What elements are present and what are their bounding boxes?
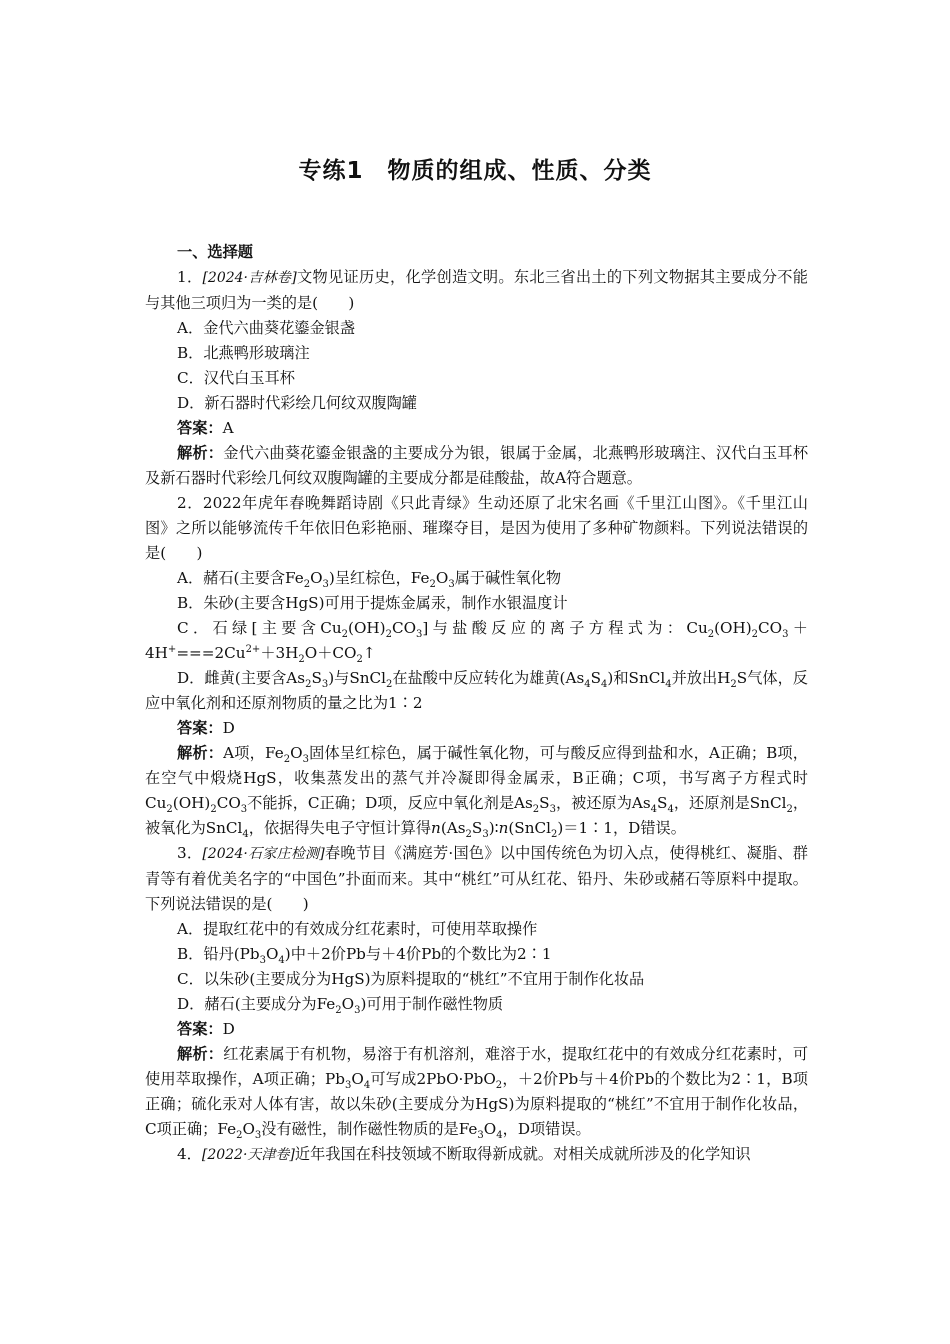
subscript: 3 — [321, 679, 329, 691]
subscript: 4 — [584, 679, 591, 691]
subscript: 3 — [345, 1080, 352, 1092]
question-1-option-d: D．新石器时代彩绘几何纹双腹陶罐 — [177, 394, 417, 412]
text-run: A．赭石(主要含Fe — [177, 569, 304, 587]
text-run: 文物见证历史，化学创造文明。东北三省出土的下列文物据其主要成分不能与其他三项归为一类的是( ) — [145, 268, 808, 312]
text-run: ，＋2价Pb与＋4价Pb的个数比为2∶1，B项正确；硫化汞对人体有害，故以朱砂(主要成分为HgS)为原料提取的“桃红”不宜用于制作化妆品，C项正确；Fe — [145, 1070, 808, 1138]
question-1-analysis — [145, 441, 808, 491]
text-run: O — [310, 569, 323, 587]
text-run: n — [498, 819, 509, 837]
text-run: 解析： — [177, 444, 224, 462]
question-2-option-a — [145, 566, 808, 591]
question-source: [2024·石家庄检测] — [202, 846, 325, 862]
question-1-option-b: B．北燕鸭形玻璃注 — [177, 344, 310, 362]
text-run: 解析： — [177, 1045, 224, 1063]
subscript: 3 — [549, 804, 556, 816]
text-run: A项，Fe — [223, 744, 284, 762]
text-run: S — [471, 819, 483, 837]
text-run: CO — [758, 619, 783, 637]
question-3-option-b — [145, 942, 808, 967]
subscript: 2 — [298, 654, 305, 666]
text-run: )＝1∶1，D错误。 — [557, 819, 686, 837]
text-run: 属于碱性氧化物 — [454, 569, 561, 587]
page-title: 专练1 物质的组成、性质、分类 — [298, 158, 652, 184]
subscript: 3 — [322, 579, 329, 591]
text-run: D — [222, 1020, 235, 1038]
text-run: 解析： — [177, 744, 224, 762]
text-run: S — [590, 669, 602, 687]
text-run: ，D项错误。 — [502, 1120, 591, 1138]
subscript: 3 — [254, 1130, 262, 1142]
subscript: 3 — [416, 629, 423, 641]
question-2-option-b: B．朱砂(主要含HgS)可用于提炼金属汞，制作水银温度计 — [177, 594, 568, 612]
text-run: 3． — [177, 844, 203, 862]
question-source: [2024·吉林卷] — [202, 270, 297, 286]
text-run: ===2Cu — [176, 644, 246, 662]
text-run: 答案： — [177, 419, 223, 437]
text-run: )可用于制作磁性物质 — [360, 995, 504, 1013]
question-3-option-a: A．提取红花中的有效成分红花素时，可使用萃取操作 — [177, 920, 538, 938]
text-run: 红花素属于有机物，易溶于有机溶剂，难溶于水，提取红花中的有效成分红花素时，可使用萃取操作，A项正确；Pb — [145, 1045, 809, 1088]
text-run: )呈红棕色，Fe — [328, 569, 430, 587]
text-run: O＋CO — [304, 644, 357, 662]
text-run: O — [351, 1070, 364, 1088]
subscript: 4 — [363, 1080, 371, 1092]
subscript: 4 — [601, 679, 608, 691]
text-run: (As — [440, 819, 466, 837]
subscript: 4 — [496, 1130, 503, 1142]
text-run: 4． — [177, 1145, 202, 1163]
question-1-option-c: C．汉代白玉耳杯 — [177, 369, 295, 387]
text-run: D — [222, 719, 235, 737]
section-heading: 一、选择题 — [177, 243, 253, 261]
text-run: 在盐酸中反应转化为雄黄(As — [392, 669, 585, 687]
text-run: D．赭石(主要成分为Fe — [177, 995, 336, 1013]
question-3-answer — [145, 1017, 808, 1042]
subscript: 2 — [356, 654, 363, 666]
document-body — [145, 240, 808, 1168]
subscript: 3 — [782, 629, 789, 641]
text-run: S — [539, 794, 550, 812]
question-3-option-c: C．以朱砂(主要成分为HgS)为原料提取的“桃红”不宜用于制作化妆品 — [177, 970, 645, 988]
text-run: ＋4H — [145, 619, 808, 662]
subscript: 2 — [495, 1080, 503, 1092]
text-run: 可写成2PbO·PbO — [370, 1070, 496, 1088]
text-run: 1． — [177, 268, 203, 286]
text-run: S — [311, 669, 322, 687]
subscript: 4 — [650, 804, 658, 816]
text-run: 不能拆，C正确；D项，反应中氧化剂是As — [247, 794, 533, 812]
text-run: O — [341, 995, 355, 1013]
text-run: (OH) — [714, 619, 752, 637]
subscript: 2 — [751, 629, 759, 641]
text-run: A — [222, 419, 234, 437]
text-run: )和SnCl — [607, 669, 666, 687]
question-3-analysis — [145, 1042, 808, 1142]
text-run: )中＋2价Pb与＋4价Pb的个数比为2∶1 — [284, 945, 552, 963]
question-3-option-d — [145, 992, 808, 1017]
subscript: 2 — [385, 629, 392, 641]
question-1-answer — [145, 416, 808, 441]
text-run: 近年我国在科技领域不断取得新成就。对相关成就所涉及的化学知识 — [294, 1145, 751, 1163]
text-run: 答案： — [177, 719, 223, 737]
subscript: 3 — [448, 579, 455, 591]
text-run: O — [483, 1120, 497, 1138]
subscript: 2 — [166, 804, 173, 816]
subscript: 2 — [386, 679, 393, 691]
text-run: )与SnCl — [328, 669, 387, 687]
text-run: ↑ — [362, 644, 376, 662]
text-run: O — [435, 569, 449, 587]
text-run: 答案： — [177, 1020, 223, 1038]
subscript: 2 — [341, 629, 349, 641]
subscript: 3 — [477, 1130, 484, 1142]
text-run: O — [290, 744, 303, 762]
subscript: 2 — [236, 1130, 243, 1142]
question-source: [2022·天津卷] — [201, 1147, 295, 1163]
text-run: 没有磁性，制作磁性物质的是Fe — [261, 1120, 478, 1138]
subscript: 3 — [259, 955, 266, 967]
subscript: 2 — [335, 1005, 342, 1017]
question-2-option-d — [145, 666, 808, 716]
text-run: 金代六曲葵花鎏金银盏的主要成分为银，银属于金属，北燕鸭形玻璃注、汉代白玉耳杯及新石器时代彩绘几何纹双腹陶罐的主要成分都是硅酸盐，故A符合题意。 — [145, 444, 809, 487]
subscript: 4 — [667, 804, 674, 816]
text-run: 并放出H — [671, 669, 731, 687]
subscript: 4 — [665, 679, 672, 691]
subscript: 3 — [354, 1005, 361, 1017]
text-run: ，被还原为As — [555, 794, 651, 812]
subscript: 2 — [786, 804, 793, 816]
subscript: 2 — [532, 804, 540, 816]
subscript: 3 — [240, 804, 248, 816]
text-run: ，被氧化为SnCl — [145, 794, 809, 837]
subscript: 3 — [302, 754, 309, 766]
question-2-stem: 2．2022年虎年春晚舞蹈诗剧《只此青绿》生动还原了北宋名画《千里江山图》。《千里江山图》之所以能够流传千年依旧色彩艳丽、璀璨夺目，是因为使用了多种矿物颜料。下列说法错误的是( ) — [145, 494, 808, 562]
question-3-stem — [145, 841, 808, 917]
text-run: S气体，反应中氧化剂和还原剂物质的量之比为1∶2 — [145, 669, 808, 712]
text-run: O — [265, 945, 279, 963]
subscript: 2 — [429, 579, 436, 591]
text-run: ＋3H — [260, 644, 299, 662]
question-2-option-c — [145, 616, 808, 666]
subscript: 2 — [210, 804, 217, 816]
subscript: 2 — [303, 579, 311, 591]
text-run: (SnCl — [508, 819, 551, 837]
subscript: 4 — [278, 955, 285, 967]
subscript: 2 — [305, 679, 312, 691]
text-run: D．雌黄(主要含As — [177, 669, 306, 687]
question-1-stem — [145, 265, 808, 316]
text-run: 固体呈红棕色，属于碱性氧化物，可与酸反应得到盐和水，A正确；B项，在空气中煅烧HgS，收集蒸发出的蒸气并冷凝即得金属汞，B正确；C项，书写离子方程式时Cu — [145, 744, 808, 812]
subscript: 2 — [550, 829, 558, 841]
text-run: 春晚节目《满庭芳·国色》以中国传统色为切入点，使得桃红、凝脂、群青等有着优美名字的“中国色”扑面而来。其中“桃红”可从红花、铅丹、朱砂或赭石等原料中提取。下列说法错误的是( ) — [145, 844, 808, 913]
text-run: C．石绿[主要含Cu — [177, 619, 342, 637]
text-run: (OH) — [172, 794, 211, 812]
text-run: B．铅丹(Pb — [177, 945, 260, 963]
text-run: O — [242, 1120, 255, 1138]
subscript: 4 — [242, 829, 249, 841]
text-run: S — [657, 794, 668, 812]
text-run: (OH) — [348, 619, 386, 637]
question-2-answer — [145, 716, 808, 741]
subscript: 2 — [730, 679, 737, 691]
superscript: + — [167, 643, 177, 655]
text-run: CO — [391, 619, 417, 637]
subscript: 2 — [283, 754, 291, 766]
question-1-option-a: A．金代六曲葵花鎏金银盏 — [177, 319, 356, 337]
text-run: ]与盐酸反应的离子方程式为：Cu — [422, 619, 708, 637]
subscript: 3 — [482, 829, 489, 841]
subscript: 2 — [465, 829, 472, 841]
text-run: )∶ — [488, 819, 499, 837]
text-run: ，依据得失电子守恒计算得 — [248, 819, 432, 837]
subscript: 2 — [707, 629, 715, 641]
text-run: ，还原剂是SnCl — [673, 794, 787, 812]
question-2-analysis — [145, 741, 808, 841]
text-run: n — [431, 819, 441, 837]
question-4-stem — [145, 1142, 808, 1168]
superscript: 2+ — [245, 643, 261, 655]
text-run: CO — [216, 794, 241, 812]
